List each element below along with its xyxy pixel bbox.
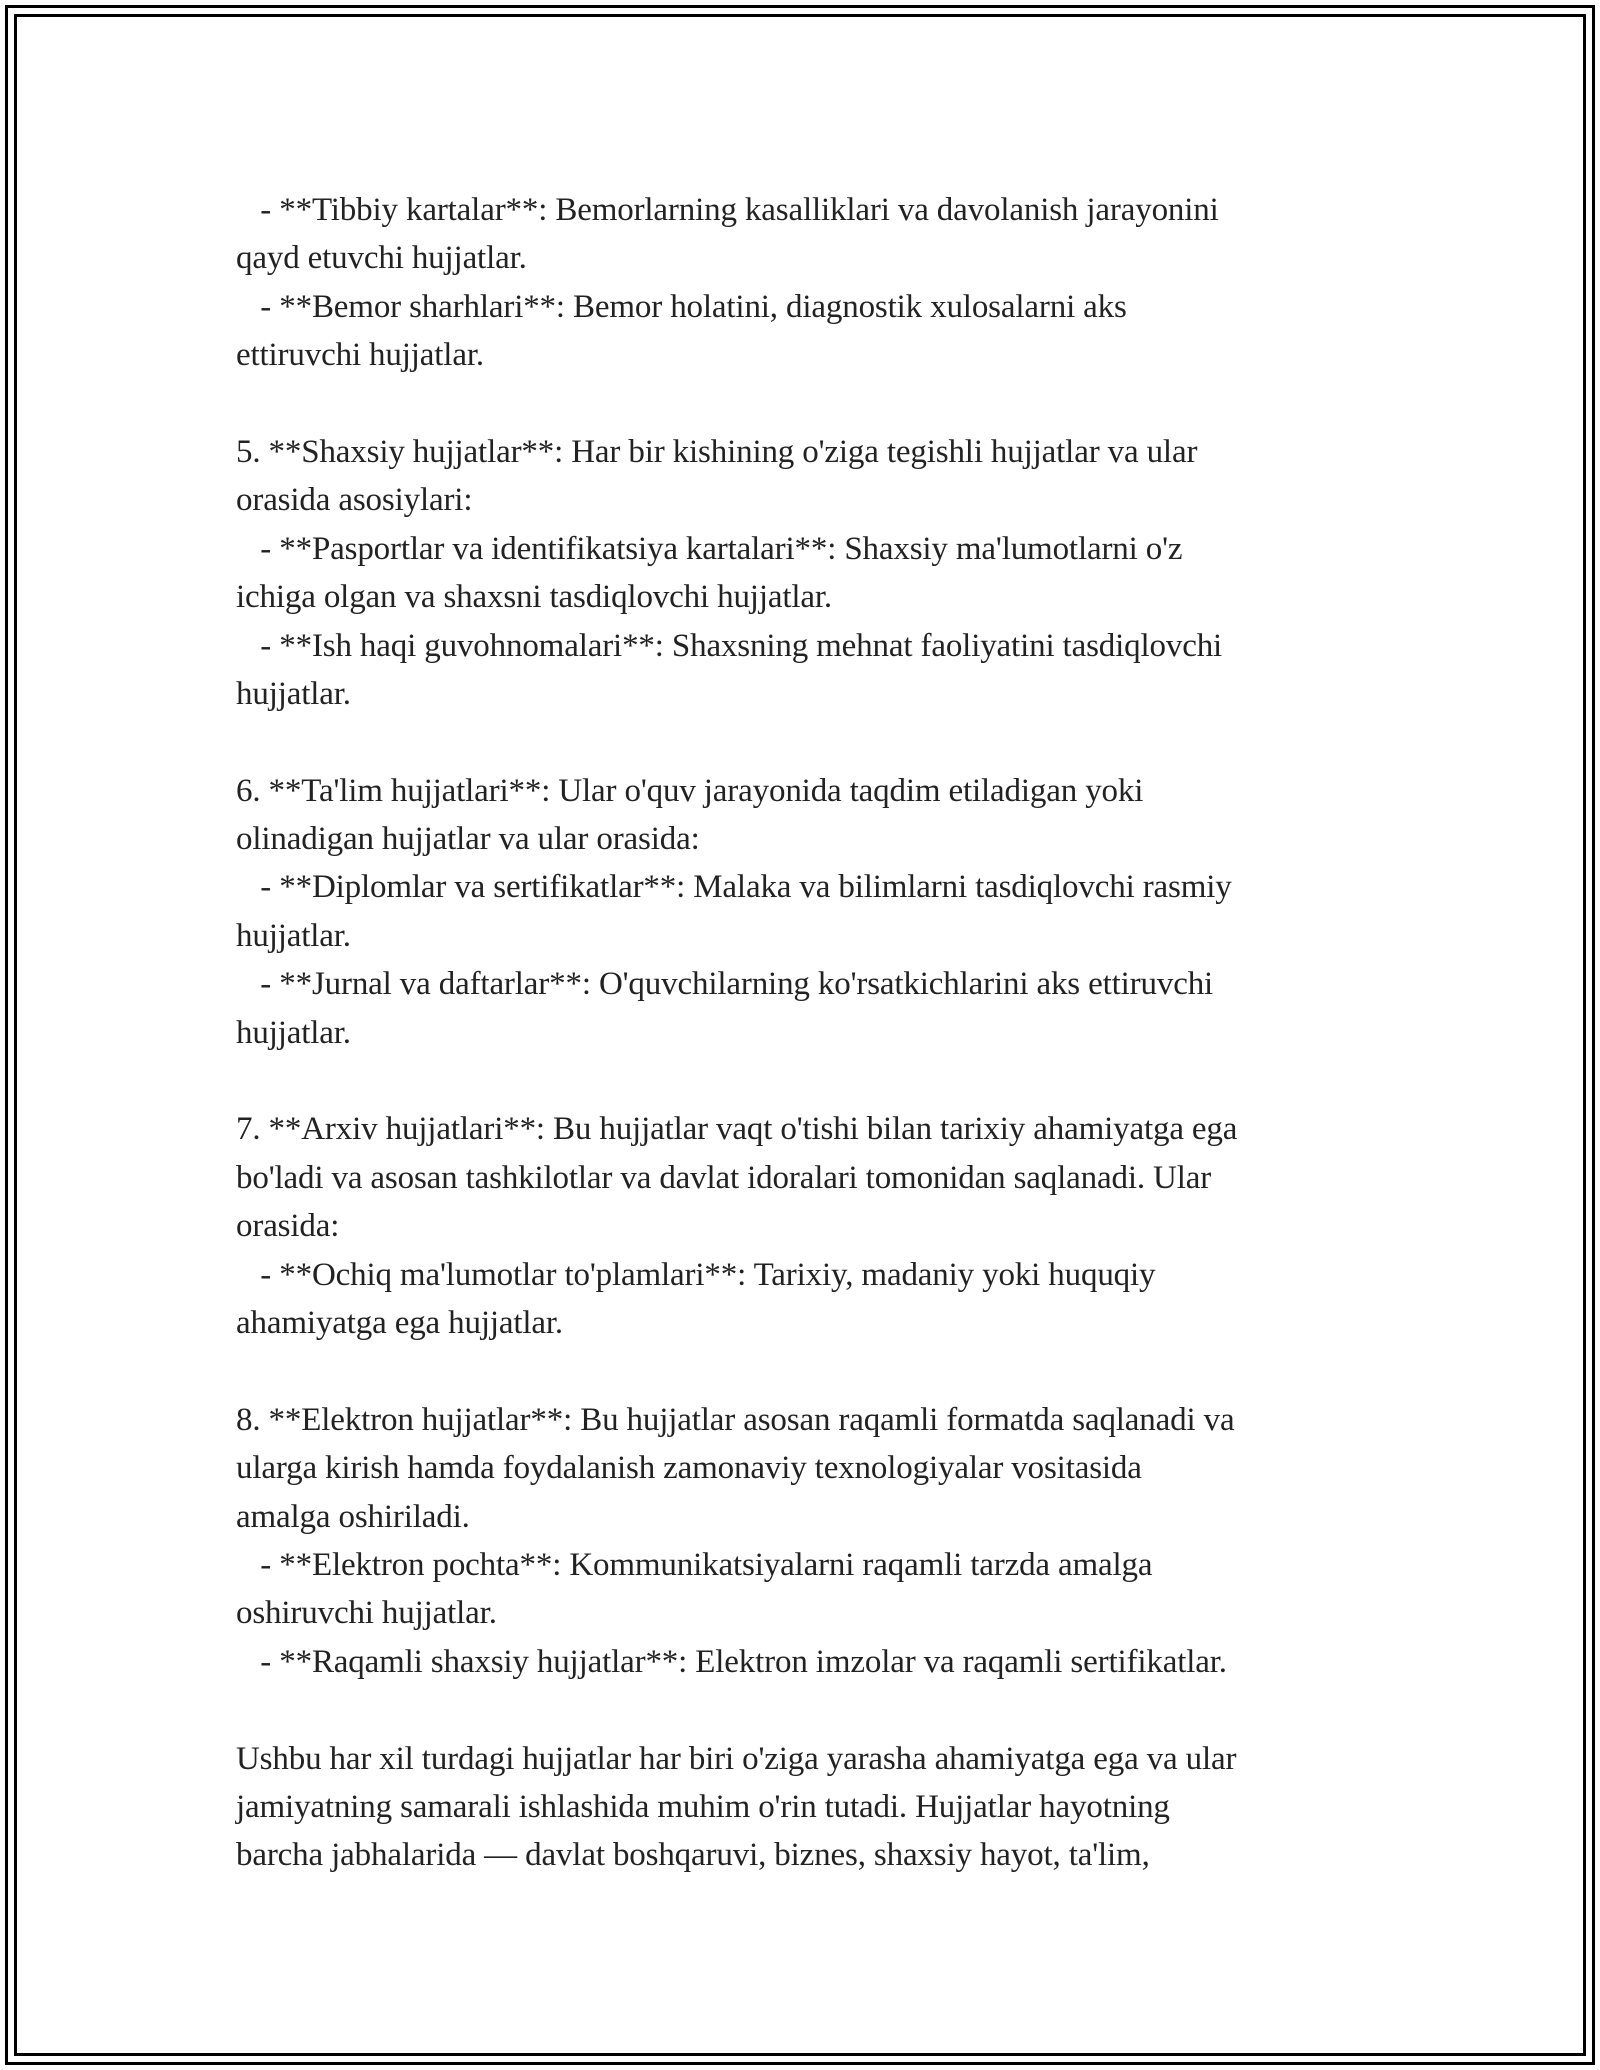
text-line: 5. **Shaxsiy hujjatlar**: Har bir kishining o'ziga tegishli hujjatlar va ular: [236, 433, 1198, 470]
text-line: - **Elektron pochta**: Kommunikatsiyalarni raqamli tarzda amalga: [236, 1546, 1153, 1583]
paragraph-gap: [236, 1686, 1386, 1734]
paragraph-gap: [236, 1057, 1386, 1105]
text-line: ichiga olgan va shaxsni tasdiqlovchi hujjatlar.: [236, 579, 832, 616]
text-line: hujjatlar.: [236, 675, 351, 712]
text-line: qayd etuvchi hujjatlar.: [236, 240, 527, 277]
text-line: bo'ladi va asosan tashkilotlar va davlat idoralari tomonidan saqlanadi. Ular: [236, 1159, 1212, 1196]
text-line: amalga oshiriladi.: [236, 1498, 470, 1535]
text-line: 8. **Elektron hujjatlar**: Bu hujjatlar asosan raqamli formatda saqlanadi va: [236, 1401, 1235, 1438]
text-line: orasida asosiylari:: [236, 482, 473, 519]
text-line: oshiruvchi hujjatlar.: [236, 1595, 497, 1632]
text-line: hujjatlar.: [236, 917, 351, 954]
text-line: - **Bemor sharhlari**: Bemor holatini, diagnostik xulosalarni aks: [236, 288, 1127, 325]
text-line: ahamiyatga ega hujjatlar.: [236, 1304, 564, 1341]
text-line: ularga kirish hamda foydalanish zamonaviy texnologiyalar vositasida: [236, 1450, 1142, 1487]
text-line: - **Ochiq ma'lumotlar to'plamlari**: Tarixiy, madaniy yoki huquqiy: [236, 1256, 1156, 1293]
document-body: [236, 186, 1386, 1880]
paragraph-gap: [236, 718, 1386, 766]
text-line: Ushbu har xil turdagi hujjatlar har biri o'ziga yarasha ahamiyatga ega va ular: [236, 1740, 1237, 1777]
paragraph-gap: [236, 380, 1386, 428]
text-line: ettiruvchi hujjatlar.: [236, 337, 484, 374]
text-line: orasida:: [236, 1208, 340, 1245]
text-line: - **Diplomlar va sertifikatlar**: Malaka va bilimlarni tasdiqlovchi rasmiy: [236, 869, 1232, 906]
text-line: hujjatlar.: [236, 1014, 351, 1051]
text-line: - **Ish haqi guvohnomalari**: Shaxsning mehnat faoliyatini tasdiqlovchi: [236, 627, 1223, 664]
text-line: barcha jabhalarida — davlat boshqaruvi, biznes, shaxsiy hayot, ta'lim,: [236, 1837, 1150, 1874]
text-line: - **Jurnal va daftarlar**: O'quvchilarning ko'rsatkichlarini aks ettiruvchi: [236, 966, 1214, 1003]
text-line: olinadigan hujjatlar va ular orasida:: [236, 821, 700, 858]
text-line: jamiyatning samarali ishlashida muhim o'rin tutadi. Hujjatlar hayotning: [236, 1788, 1170, 1825]
text-line: 7. **Arxiv hujjatlari**: Bu hujjatlar vaqt o'tishi bilan tarixiy ahamiyatga ega: [236, 1111, 1238, 1148]
text-line: - **Tibbiy kartalar**: Bemorlarning kasalliklari va davolanish jarayonini: [236, 192, 1219, 228]
text-line: - **Raqamli shaxsiy hujjatlar**: Elektron imzolar va raqamli sertifikatlar.: [236, 1643, 1227, 1680]
paragraph-gap: [236, 1347, 1386, 1395]
text-line: - **Pasportlar va identifikatsiya kartalari**: Shaxsiy ma'lumotlarni o'z: [236, 530, 1183, 567]
text-line: 6. **Ta'lim hujjatlari**: Ular o'quv jarayonida taqdim etiladigan yoki: [236, 772, 1144, 809]
